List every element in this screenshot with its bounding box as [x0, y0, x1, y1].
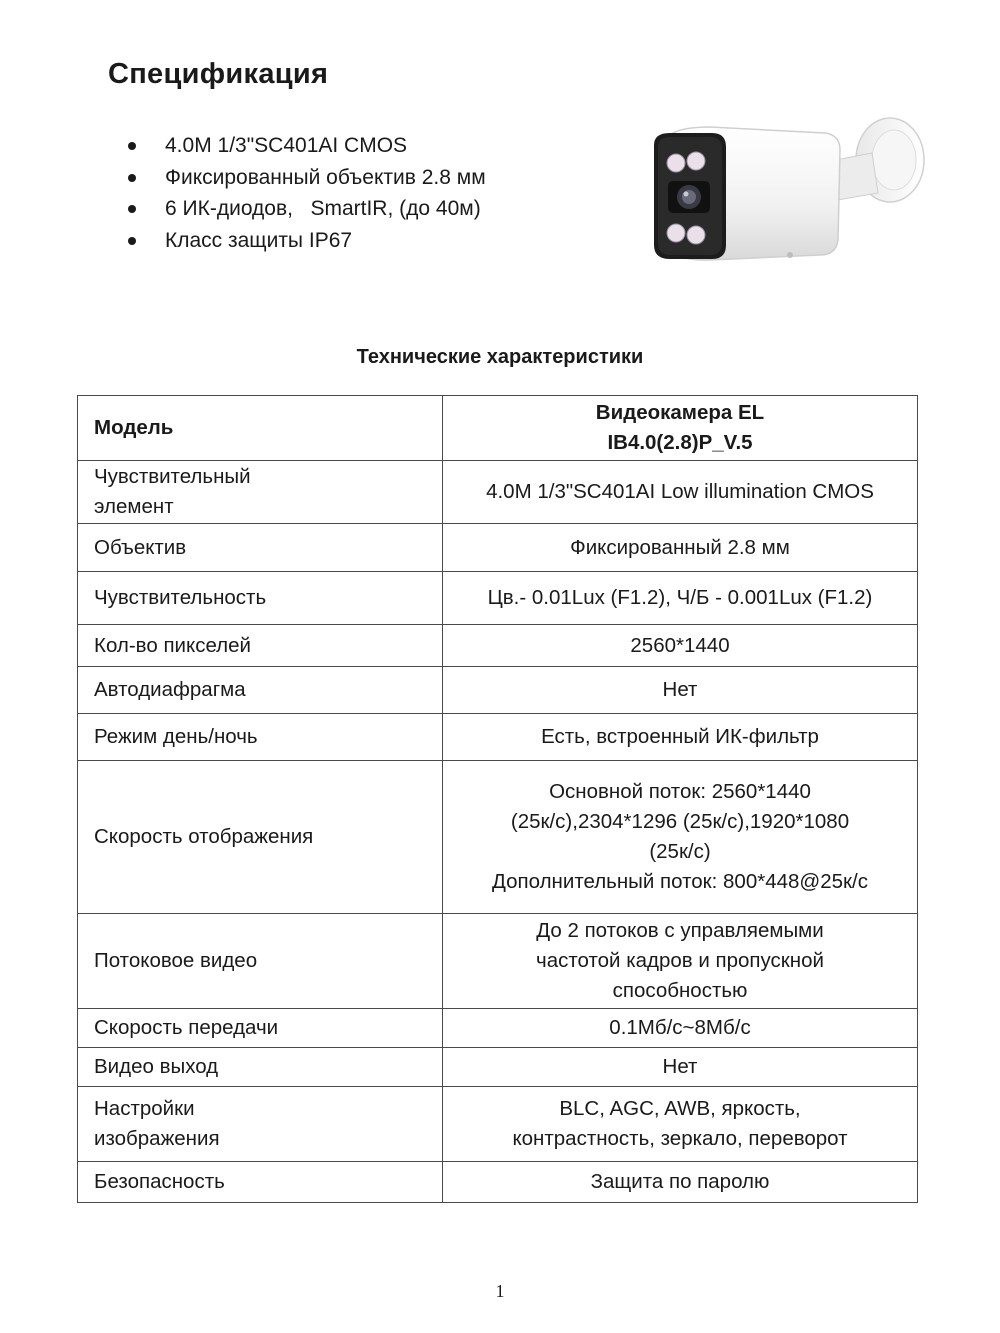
table-row — [78, 914, 918, 1009]
row-label-line: Скорость передачи — [94, 1016, 279, 1039]
row-label-line: Безопасность — [94, 1170, 225, 1193]
table-header-row — [78, 396, 918, 461]
row-value-line: BLC, AGC, AWB, яркость, — [559, 1097, 801, 1120]
table-row — [78, 761, 918, 914]
row-value-line: Нет — [662, 678, 698, 701]
camera-product-image — [640, 105, 940, 275]
row-value-line: Защита по паролю — [590, 1170, 770, 1193]
row-label — [78, 761, 443, 914]
table-row — [78, 625, 918, 667]
feature-item: 6 ИК-диодов, SmartIR, (до 40м) — [128, 193, 486, 225]
specifications-table — [77, 395, 918, 1203]
row-label — [78, 914, 443, 1009]
row-value-line: (25к/с) — [649, 840, 711, 863]
table-row — [78, 1162, 918, 1203]
row-value — [443, 714, 918, 761]
row-label-line: Чувствительность — [94, 586, 267, 609]
row-label — [78, 572, 443, 625]
row-label-line: Кол-во пикселей — [94, 633, 251, 657]
row-value-line: Основной поток: 2560*1440 — [549, 780, 811, 803]
row-value — [443, 667, 918, 714]
row-value — [443, 761, 918, 914]
row-label-line: Настройки — [94, 1097, 195, 1120]
feature-item: Класс защиты IP67 — [128, 225, 486, 257]
table-row — [78, 524, 918, 572]
row-value — [443, 914, 918, 1009]
row-value-line: Есть, встроенный ИК-фильтр — [541, 725, 819, 748]
table-row — [78, 1087, 918, 1162]
row-value — [443, 1087, 918, 1162]
row-label-line: изображения — [94, 1127, 220, 1150]
table-row — [78, 1009, 918, 1048]
row-value-line: До 2 потоков с управляемыми — [536, 919, 824, 942]
row-value — [443, 625, 918, 667]
row-value-line: Дополнительный поток: 800*448@25к/с — [492, 870, 868, 893]
row-value — [443, 524, 918, 572]
row-label-line: Чувствительный — [94, 465, 251, 488]
row-value — [443, 572, 918, 625]
row-label — [78, 1162, 443, 1203]
row-value-line: Нет — [662, 1055, 698, 1078]
table-row — [78, 461, 918, 524]
row-value-line: 4.0M 1/3"SC401AI Low illumination CMOS — [486, 480, 874, 503]
page-number: 1 — [495, 1281, 505, 1301]
feature-list — [128, 130, 486, 256]
row-label-line: Потоковое видео — [94, 949, 258, 972]
row-value-line: (25к/с),2304*1296 (25к/с),1920*1080 — [510, 810, 850, 833]
row-label — [78, 1009, 443, 1048]
row-value-line: контрастность, зеркало, переворот — [512, 1127, 848, 1150]
row-label-line: Скорость отображения — [94, 825, 314, 848]
row-value-line: Цв.- 0.01Lux (F1.2), Ч/Б - 0.001Lux (F1.2) — [487, 586, 873, 609]
feature-item: 4.0M 1/3"SC401AI CMOS — [128, 130, 486, 162]
row-label — [78, 714, 443, 761]
row-label-line: Автодиафрагма — [94, 678, 246, 701]
header-label: Модель — [78, 396, 443, 461]
row-label-line: Объектив — [94, 535, 187, 559]
row-value-line: Фиксированный 2.8 мм — [570, 535, 790, 559]
row-value-line: 0.1Мб/с~8Мб/с — [609, 1016, 751, 1039]
row-label-line: элемент — [94, 495, 174, 518]
table-row — [78, 667, 918, 714]
header-value-line: IB4.0(2.8)P_V.5 — [607, 431, 753, 454]
row-value — [443, 461, 918, 524]
row-label — [78, 1048, 443, 1087]
row-label — [78, 625, 443, 667]
section-title: Технические характеристики — [356, 346, 644, 368]
table-row — [78, 572, 918, 625]
table-row — [78, 1048, 918, 1087]
row-label — [78, 1087, 443, 1162]
row-value — [443, 1048, 918, 1087]
feature-item: Фиксированный объектив 2.8 мм — [128, 162, 486, 194]
row-label-line: Режим день/ночь — [94, 725, 258, 748]
row-label — [78, 667, 443, 714]
row-value-line: способностью — [612, 979, 748, 1002]
row-value-line: 2560*1440 — [630, 633, 730, 657]
page-title: Спецификация — [108, 58, 329, 90]
row-label-line: Видео выход — [94, 1055, 219, 1078]
header-value-line: Видеокамера EL — [595, 401, 765, 424]
header-value — [443, 396, 918, 461]
row-value-line: частотой кадров и пропускной — [536, 949, 824, 972]
row-label — [78, 461, 443, 524]
table-row — [78, 714, 918, 761]
row-value — [443, 1009, 918, 1048]
row-value — [443, 1162, 918, 1203]
row-label — [78, 524, 443, 572]
